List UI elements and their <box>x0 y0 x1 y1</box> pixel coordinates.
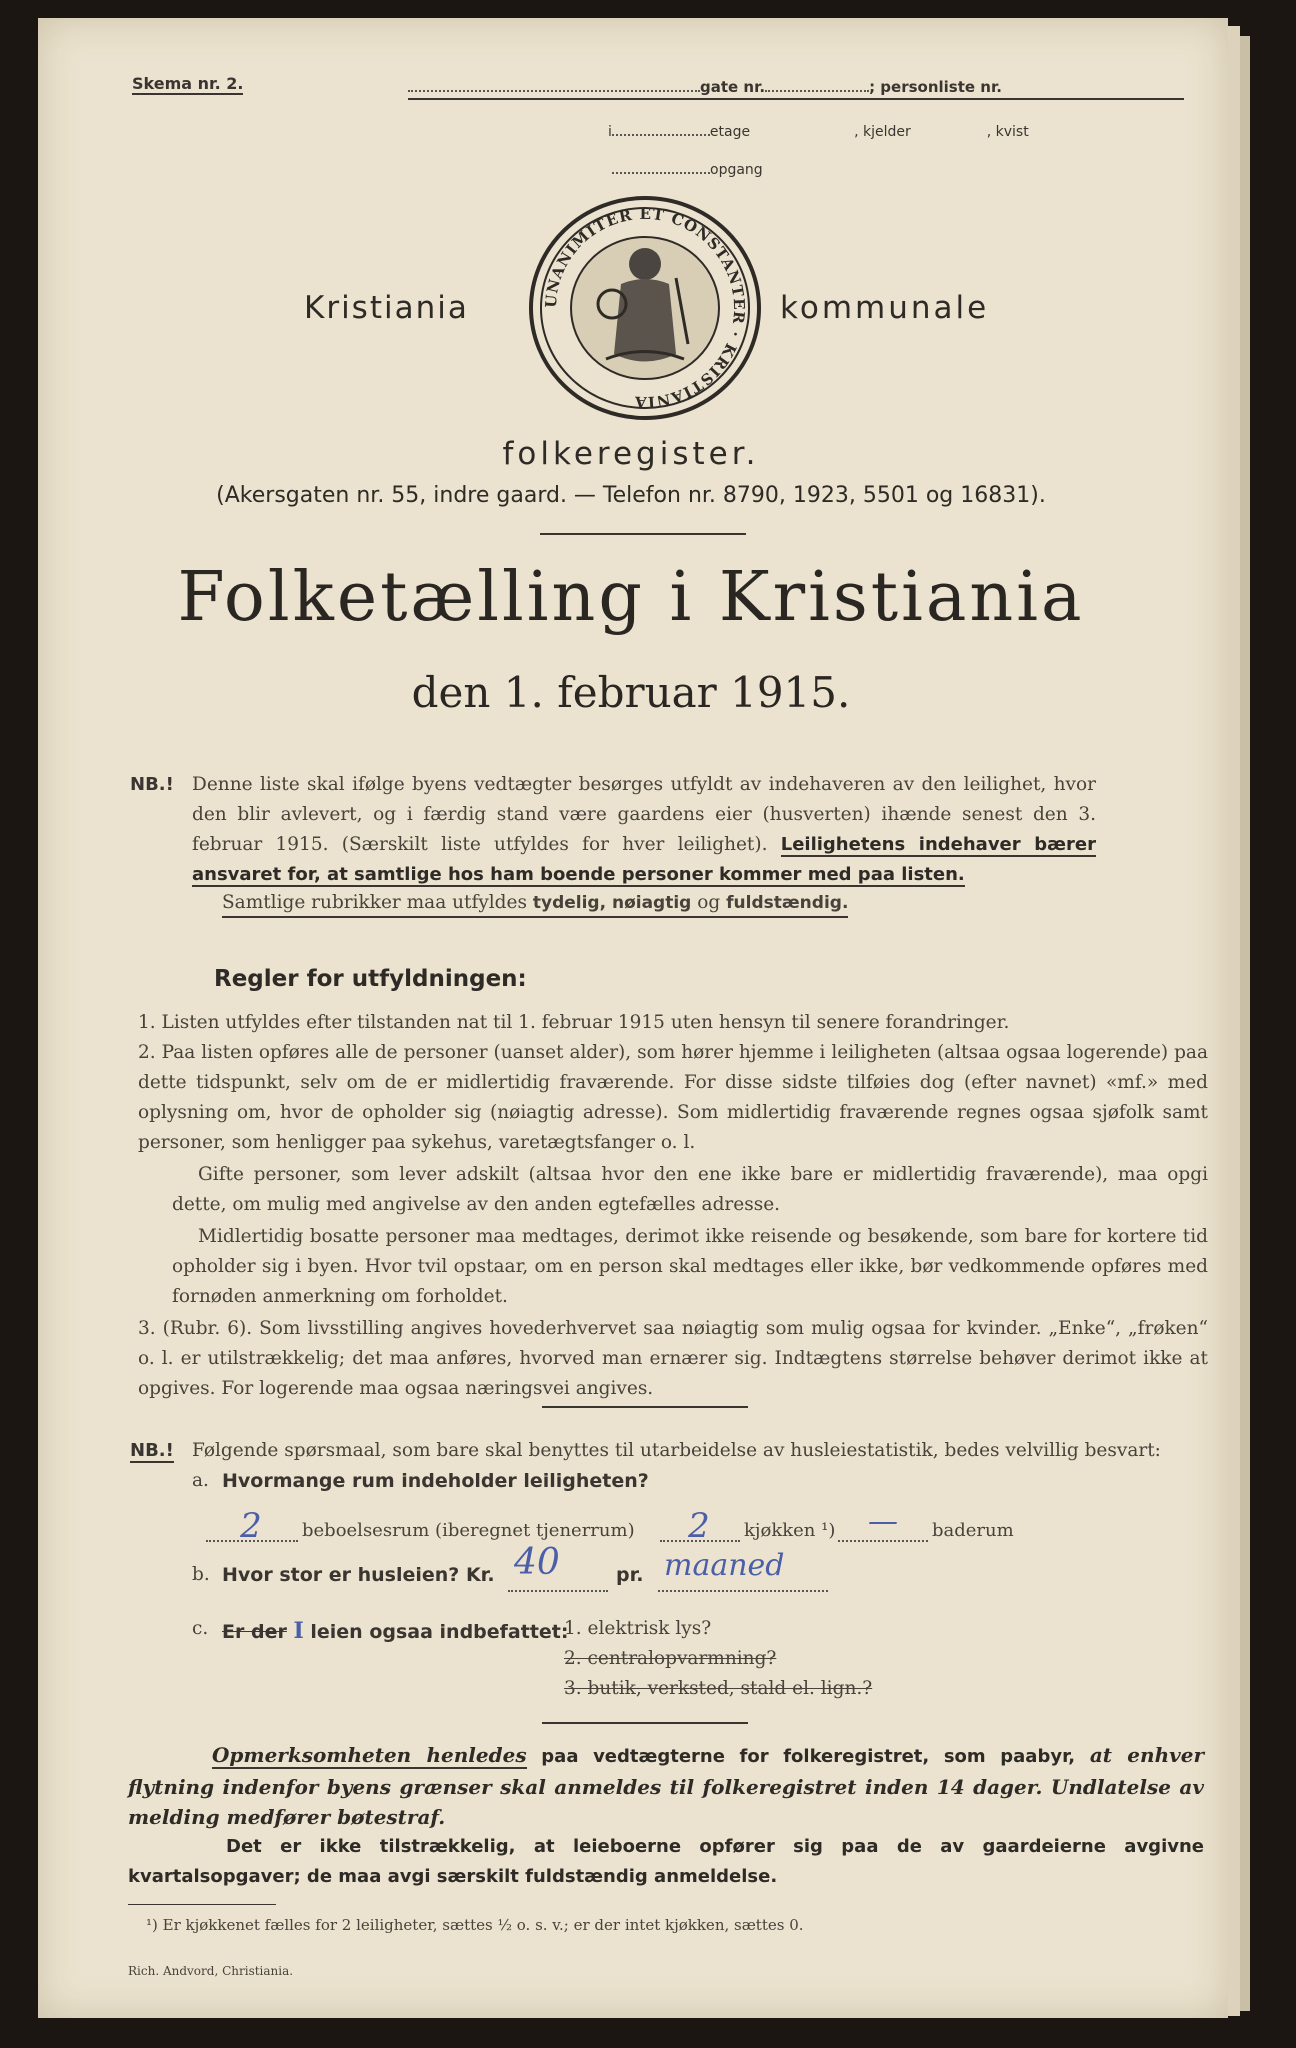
nb-paragraph <box>192 770 1096 890</box>
office-address: (Akersgaten nr. 55, indre gaard. — Telefon nr. 8790, 1923, 5501 og 16831). <box>216 483 1046 508</box>
folkeregister-label: folkeregister. <box>502 436 760 472</box>
c-handwritten-insert: I <box>293 1618 304 1644</box>
kitchen-dots <box>660 1540 740 1542</box>
c-question: leien ogsaa indbefattet: <box>310 1621 569 1643</box>
q-a-text: Hvormange rum indeholder leiligheten? <box>222 1470 649 1492</box>
c-option-3[interactable]: 3. butik, verksted, stald el. lign.? <box>564 1678 873 1699</box>
notice-italic: at enhver flytning indenfor byens grænser skal anmeldes til folkeregistret inden 14 dager. Undlatelse av melding medfører bøtestraf. <box>128 1743 1205 1829</box>
q-c-letter: c. <box>192 1618 209 1639</box>
page-edge <box>1228 26 1240 2016</box>
rule-2: 2. Paa listen opføres alle de personer (uanset alder), som hører hjemme i leiligheten (altsaa ogsaa logerende) paa dette tidspunkt, selv om de er midlertidig fraværende. For disse sidste tilføies dog (efter navnet) «mf.» med oplysning om, hvor de opholder sig (nøiagtig adresse). Som midlertidig fraværende regnes ogsaa sjøfolk samt personer, som henligger paa sykehus, varetægtsfanger o. l. <box>138 1042 1208 1153</box>
nb-line3b: tydelig, nøiagtig <box>532 893 692 913</box>
nb2-intro: Følgende spørsmaal, som bare skal benyttes til utarbeidelse av husleiestatistik, bedes velvillig besvart: <box>192 1440 1161 1461</box>
rent-dots <box>508 1590 608 1592</box>
kvist-label: , kvist <box>986 124 1029 140</box>
census-form <box>38 18 1228 2018</box>
nb-bold-text: Leilighetens indehaver bærer ansvaret for, at samtlige hos ham boende personer kommer med paa listen. <box>192 834 1096 885</box>
nb2-label: NB.! <box>130 1440 174 1461</box>
q-b-letter: b. <box>192 1564 210 1585</box>
bath-dots <box>838 1540 928 1542</box>
nb-line3a: Samtlige rubrikker maa utfyldes <box>222 892 527 913</box>
c-option-2[interactable]: 2. centralopvarmning? <box>564 1648 777 1669</box>
floor-i-label: i <box>608 124 612 140</box>
divider <box>542 1406 748 1408</box>
pr-label: pr. <box>616 1564 644 1586</box>
q-c-text <box>222 1618 568 1644</box>
notice-italic-lead: Opmerksomheten henledes <box>212 1743 527 1767</box>
rule-2b: Gifte personer, som lever adskilt (altsaa hvor den ene ikke bare er midlertidig fraværende), maa opgi dette, om mulig med angivelse av den anden egtefælles adresse. <box>172 1164 1208 1215</box>
gate-nr-label: gate nr. <box>700 78 766 96</box>
opgang-line[interactable] <box>612 162 763 178</box>
notice-paragraph-2: Det er ikke tilstrækkelig, at leieboerne opfører sig paa de av gaardeierne avgivne kvartalsopgaver; de maa avgi særskilt fuldstændig anmeldelse. <box>128 1836 1204 1887</box>
rule-3: 3. (Rubr. 6). Som livsstilling angives hovederhvervet saa nøiagtig som mulig ogsaa for kvinder. „Enke“, „frøken“ o. l. er utilstrækkelig; det maa anføres, hvorved man ernærer sig. Indtægtens størrelse behøver derimot ikke at opgives. For logerende maa ogsaa næringsvei angives. <box>138 1318 1208 1399</box>
kjelder-label: , kjelder <box>854 124 911 140</box>
bath-value[interactable]: — <box>868 1504 898 1539</box>
nb-text: Denne liste skal ifølge byens vedtægter besørges utfyldt av indehaveren av den leilighet, hvor den blir avlevert, og i færdig stand være gaardens eier (husverten) ihænde senest den 3. februar 1915. (Særskilt liste utfyldes for hver leilighet). <box>192 774 1096 855</box>
seal-text: UNANIMITER ET CONSTANTER · KRISTIANIA <box>541 204 749 412</box>
notice-text: paa vedtægterne for folkeregistret, som paabyr, <box>541 1746 1076 1767</box>
c-option-1[interactable]: 1. elektrisk lys? <box>564 1618 712 1639</box>
etage-label: etage <box>709 124 751 140</box>
page-edge-back <box>1240 36 1250 2011</box>
kommunale-label: kommunale <box>780 290 990 326</box>
personliste-label: ; personliste nr. <box>869 78 1002 96</box>
footnote-rule <box>128 1904 276 1905</box>
rent-period-value[interactable]: maaned <box>664 1548 785 1583</box>
divider <box>542 1722 748 1724</box>
nb-line3d: fuldstændig. <box>726 893 849 913</box>
nb-line3c: og <box>697 892 721 913</box>
nb-line3 <box>222 890 848 918</box>
opgang-label: opgang <box>710 162 763 178</box>
rooms-label: beboelsesrum (iberegnet tjenerrum) <box>302 1520 635 1541</box>
c-struck-text: Er der <box>222 1621 287 1643</box>
rule-1: 1. Listen utfyldes efter tilstanden nat til 1. februar 1915 uten hensyn til senere forandringer. <box>138 1012 1010 1033</box>
census-date: den 1. februar 1915. <box>411 668 851 717</box>
kitchen-value[interactable]: 2 <box>688 1506 710 1546</box>
notice-paragraph <box>128 1740 1204 1832</box>
footnote: ¹) Er kjøkkenet fælles for 2 leiligheter, sættes ½ o. s. v.; er der intet kjøkken, sættes 0. <box>146 1916 804 1934</box>
q-a-letter: a. <box>192 1470 209 1491</box>
rule-2c: Midlertidig bosatte personer maa medtages, derimot ikke reisende og besøkende, som bare for kortere tid opholder sig i byen. Hvor tvil opstaar, om en person skal medtages eller ikke, bør vedkommende opføres med fornøden anmerkning om forholdet. <box>172 1226 1208 1307</box>
q-b-text: Hvor stor er husleien? Kr. <box>222 1564 495 1586</box>
rooms-dots <box>206 1540 298 1542</box>
rooms-value[interactable]: 2 <box>240 1506 262 1546</box>
printer-imprint: Rich. Andvord, Christiania. <box>128 1964 294 1978</box>
address-line[interactable] <box>408 76 1184 100</box>
city-label: Kristiania <box>304 290 469 326</box>
period-dots <box>658 1590 828 1592</box>
rent-value[interactable]: 40 <box>514 1542 560 1583</box>
divider <box>540 533 746 535</box>
kristiania-seal <box>526 194 764 422</box>
kitchen-label: kjøkken ¹) <box>744 1520 836 1541</box>
floor-line[interactable] <box>608 124 1029 140</box>
rules-heading: Regler for utfyldningen: <box>214 966 527 992</box>
page-title: Folketælling i Kristiania <box>177 558 1085 637</box>
rooms-row <box>206 1504 1066 1548</box>
bath-label: baderum <box>932 1520 1014 1541</box>
schema-number: Skema nr. 2. <box>132 74 244 93</box>
nb-label: NB.! <box>130 774 174 795</box>
